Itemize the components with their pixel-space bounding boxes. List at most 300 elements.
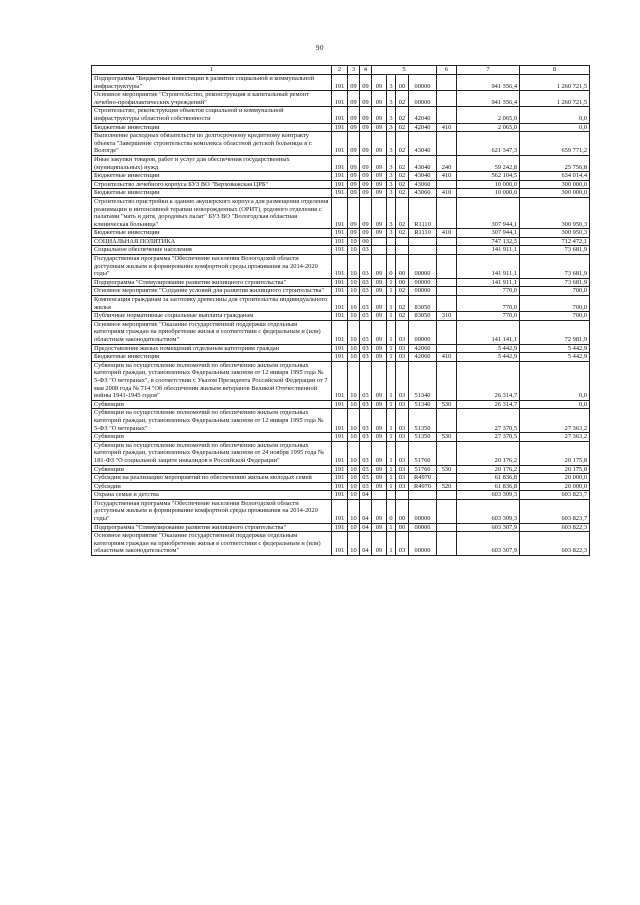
row-subsection-code: 09 bbox=[360, 132, 372, 156]
row-program-code: 09 bbox=[372, 400, 387, 409]
row-subprogram-code: 3 bbox=[387, 155, 396, 171]
row-subprogram-code: 3 bbox=[387, 132, 396, 156]
row-program-code: 09 bbox=[372, 107, 387, 123]
table-row bbox=[92, 361, 590, 400]
page-number: 90 bbox=[316, 44, 324, 52]
row-section-code: 10 bbox=[348, 246, 360, 255]
row-amount-year1: 141 141,1 bbox=[457, 320, 520, 344]
row-amount-year1: 770,0 bbox=[457, 312, 520, 321]
row-expense-type bbox=[437, 499, 457, 523]
row-direction-code: 51350 bbox=[409, 409, 437, 433]
row-section-code: 10 bbox=[348, 237, 360, 246]
row-name: Бюджетные инвестиции bbox=[92, 189, 332, 198]
row-amount-year2: 300 000,0 bbox=[520, 180, 590, 189]
row-amount-year2: 700,0 bbox=[520, 287, 590, 296]
table-row bbox=[92, 172, 590, 181]
row-subsection-code: 09 bbox=[360, 229, 372, 238]
row-section-code: 09 bbox=[348, 189, 360, 198]
header-col-3: 3 bbox=[348, 66, 360, 75]
row-expense-type bbox=[437, 197, 457, 228]
row-amount-year1: 27 370,5 bbox=[457, 409, 520, 433]
row-program-code: 09 bbox=[372, 123, 387, 132]
row-direction-code: 42040 bbox=[409, 107, 437, 123]
row-expense-type: 310 bbox=[437, 312, 457, 321]
table-row bbox=[92, 320, 590, 344]
row-section-code: 09 bbox=[348, 197, 360, 228]
row-program-code: 09 bbox=[372, 433, 387, 442]
table-row bbox=[92, 180, 590, 189]
row-direction-code: 51760 bbox=[409, 465, 437, 474]
row-expense-type bbox=[437, 255, 457, 279]
row-program-code: 09 bbox=[372, 441, 387, 465]
row-expense-type bbox=[437, 409, 457, 433]
row-ministry-code: 191 bbox=[332, 155, 348, 171]
row-subprogram-code: 1 bbox=[387, 409, 396, 433]
row-amount-year1: 61 836,8 bbox=[457, 482, 520, 491]
row-subsection-code: 03 bbox=[360, 246, 372, 255]
row-amount-year1: 603 309,3 bbox=[457, 499, 520, 523]
row-section-code: 10 bbox=[348, 474, 360, 483]
row-amount-year2: 5 442,9 bbox=[520, 344, 590, 353]
row-direction-code: 00000 bbox=[409, 278, 437, 287]
row-subprogram-code: 3 bbox=[387, 189, 396, 198]
row-ministry-code: 191 bbox=[332, 255, 348, 279]
row-ministry-code: 191 bbox=[332, 441, 348, 465]
row-section-code: 10 bbox=[348, 278, 360, 287]
row-activity-code: 02 bbox=[396, 287, 409, 296]
row-program-code: 09 bbox=[372, 189, 387, 198]
row-amount-year1: 770,0 bbox=[457, 287, 520, 296]
row-program-code bbox=[372, 237, 387, 246]
row-expense-type bbox=[437, 91, 457, 107]
row-activity-code: 00 bbox=[396, 255, 409, 279]
row-direction-code: 51760 bbox=[409, 441, 437, 465]
budget-table bbox=[91, 65, 590, 556]
row-name: Основное мероприятие "Создание условий для развития жилищного строительства" bbox=[92, 287, 332, 296]
row-direction-code: R4970 bbox=[409, 482, 437, 491]
row-amount-year2: 0,0 bbox=[520, 361, 590, 400]
row-activity-code: 03 bbox=[396, 400, 409, 409]
row-amount-year2: 27 363,2 bbox=[520, 433, 590, 442]
row-name: Субвенции на осуществление полномочий по обеспечению жильем отдельных категорий граждан, установленных Федеральным законом от 12 января 1995 года № 5-ФЗ "О ветеранах" bbox=[92, 409, 332, 433]
row-direction-code: 42060 bbox=[409, 344, 437, 353]
row-direction-code: 43040 bbox=[409, 132, 437, 156]
row-direction-code: 43040 bbox=[409, 172, 437, 181]
row-amount-year2: 300 950,3 bbox=[520, 197, 590, 228]
row-amount-year1: 61 836,8 bbox=[457, 474, 520, 483]
row-subprogram-code: 1 bbox=[387, 278, 396, 287]
row-amount-year1: 10 000,0 bbox=[457, 180, 520, 189]
row-expense-type: 410 bbox=[437, 123, 457, 132]
row-amount-year1: 59 242,8 bbox=[457, 155, 520, 171]
row-direction-code: 83050 bbox=[409, 312, 437, 321]
row-activity-code: 03 bbox=[396, 320, 409, 344]
row-amount-year2: 700,0 bbox=[520, 312, 590, 321]
row-program-code: 09 bbox=[372, 465, 387, 474]
row-subsection-code: 03 bbox=[360, 482, 372, 491]
row-activity-code: 02 bbox=[396, 312, 409, 321]
row-program-code: 09 bbox=[372, 532, 387, 556]
table-row bbox=[92, 344, 590, 353]
table-row bbox=[92, 246, 590, 255]
row-amount-year2: 72 981,9 bbox=[520, 320, 590, 344]
row-direction-code: 00000 bbox=[409, 320, 437, 344]
row-subsection-code: 03 bbox=[360, 255, 372, 279]
row-activity-code: 02 bbox=[396, 107, 409, 123]
row-activity-code bbox=[396, 491, 409, 500]
row-program-code: 09 bbox=[372, 344, 387, 353]
row-expense-type bbox=[437, 237, 457, 246]
row-amount-year1: 10 000,0 bbox=[457, 189, 520, 198]
table-row bbox=[92, 189, 590, 198]
table-header-row bbox=[92, 66, 590, 75]
row-subprogram-code: 1 bbox=[387, 523, 396, 532]
row-amount-year1: 307 944,1 bbox=[457, 229, 520, 238]
row-section-code: 09 bbox=[348, 132, 360, 156]
row-activity-code: 02 bbox=[396, 180, 409, 189]
row-section-code: 09 bbox=[348, 172, 360, 181]
row-amount-year2: 0,0 bbox=[520, 107, 590, 123]
row-section-code: 09 bbox=[348, 155, 360, 171]
row-activity-code: 03 bbox=[396, 344, 409, 353]
row-name: Выполнение расходных обязательств по долгосрочному кредитному контракту объекта "Завершение строительства комплекса областной детской больницы в г. Вологде" bbox=[92, 132, 332, 156]
row-section-code: 10 bbox=[348, 312, 360, 321]
row-direction-code: R1110 bbox=[409, 197, 437, 228]
row-amount-year2: 73 681,9 bbox=[520, 278, 590, 287]
row-ministry-code: 191 bbox=[332, 172, 348, 181]
header-col-5: 5 bbox=[372, 66, 437, 75]
row-direction-code bbox=[409, 237, 437, 246]
row-direction-code: 43060 bbox=[409, 189, 437, 198]
row-direction-code: 43040 bbox=[409, 155, 437, 171]
header-col-1: 1 bbox=[92, 66, 332, 75]
row-amount-year1: 141 911,1 bbox=[457, 278, 520, 287]
row-expense-type bbox=[437, 278, 457, 287]
row-section-code: 10 bbox=[348, 361, 360, 400]
row-section-code: 09 bbox=[348, 123, 360, 132]
row-activity-code bbox=[396, 246, 409, 255]
row-amount-year2: 603 823,7 bbox=[520, 499, 590, 523]
row-direction-code: 00000 bbox=[409, 523, 437, 532]
row-amount-year2: 603 822,3 bbox=[520, 523, 590, 532]
row-expense-type: 410 bbox=[437, 229, 457, 238]
header-col-4: 4 bbox=[360, 66, 372, 75]
row-section-code: 10 bbox=[348, 255, 360, 279]
row-amount-year1: 941 356,4 bbox=[457, 91, 520, 107]
row-activity-code: 03 bbox=[396, 465, 409, 474]
row-amount-year2: 73 681,9 bbox=[520, 255, 590, 279]
row-subprogram-code: 3 bbox=[387, 123, 396, 132]
row-ministry-code: 191 bbox=[332, 474, 348, 483]
row-name: Субвенции bbox=[92, 400, 332, 409]
row-amount-year2: 603 823,7 bbox=[520, 491, 590, 500]
row-amount-year1: 603 309,3 bbox=[457, 491, 520, 500]
row-name: Субвенции на осуществление полномочий по обеспечению жильем отдельных категорий граждан, установленных Федеральным законом от 24 ноября 1995 года № 181-ФЗ "О социальной защите инвалидов в Российской Федерации" bbox=[92, 441, 332, 465]
row-name: Субвенции на осуществление полномочий по обеспечению жильем отдельных категорий граждан, установленных Федеральным законом от 12 января 1995 года № 5-ФЗ "О ветеранах", в соответствии с Указом Президента Российской Федерации от 7 мая 2008 года № 714 "Об обеспечении жильем ветеранов Великой Отечественной войны 1941-1945 годов" bbox=[92, 361, 332, 400]
row-amount-year2: 0,0 bbox=[520, 123, 590, 132]
row-program-code: 09 bbox=[372, 132, 387, 156]
row-subsection-code: 03 bbox=[360, 409, 372, 433]
header-col-2: 2 bbox=[332, 66, 348, 75]
row-subsection-code: 04 bbox=[360, 491, 372, 500]
row-name: Предоставление жилых помещений отдельным категориям граждан bbox=[92, 344, 332, 353]
row-section-code: 10 bbox=[348, 532, 360, 556]
row-section-code: 10 bbox=[348, 320, 360, 344]
row-ministry-code: 191 bbox=[332, 180, 348, 189]
row-program-code: 09 bbox=[372, 320, 387, 344]
row-subprogram-code: 1 bbox=[387, 361, 396, 400]
row-ministry-code: 191 bbox=[332, 278, 348, 287]
row-amount-year1: 20 176,2 bbox=[457, 441, 520, 465]
row-expense-type bbox=[437, 441, 457, 465]
row-subsection-code: 03 bbox=[360, 312, 372, 321]
row-program-code: 09 bbox=[372, 197, 387, 228]
row-subsection-code: 00 bbox=[360, 237, 372, 246]
row-direction-code bbox=[409, 491, 437, 500]
row-subprogram-code: 0 bbox=[387, 499, 396, 523]
row-subprogram-code: 3 bbox=[387, 172, 396, 181]
row-direction-code: 00000 bbox=[409, 75, 437, 91]
row-activity-code: 00 bbox=[396, 523, 409, 532]
table-row bbox=[92, 123, 590, 132]
row-expense-type bbox=[437, 491, 457, 500]
table-row bbox=[92, 409, 590, 433]
table-row bbox=[92, 441, 590, 465]
row-amount-year1: 2 065,0 bbox=[457, 107, 520, 123]
row-expense-type: 520 bbox=[437, 482, 457, 491]
row-program-code: 09 bbox=[372, 474, 387, 483]
row-section-code: 10 bbox=[348, 409, 360, 433]
row-direction-code: 00000 bbox=[409, 91, 437, 107]
row-activity-code: 00 bbox=[396, 278, 409, 287]
row-activity-code: 03 bbox=[396, 353, 409, 362]
row-subsection-code: 09 bbox=[360, 91, 372, 107]
row-subsection-code: 03 bbox=[360, 441, 372, 465]
row-name: Охрана семьи и детства bbox=[92, 491, 332, 500]
row-direction-code: 51340 bbox=[409, 400, 437, 409]
row-ministry-code: 191 bbox=[332, 482, 348, 491]
row-amount-year2: 20 175,8 bbox=[520, 465, 590, 474]
table-row bbox=[92, 465, 590, 474]
row-subprogram-code: 1 bbox=[387, 353, 396, 362]
row-name: Компенсация гражданам за заготовку древесины для строительства индивидуального жилья bbox=[92, 296, 332, 312]
row-amount-year1: 941 356,4 bbox=[457, 75, 520, 91]
row-subsection-code: 03 bbox=[360, 287, 372, 296]
header-col-6: 6 bbox=[437, 66, 457, 75]
row-section-code: 10 bbox=[348, 499, 360, 523]
row-expense-type: 410 bbox=[437, 172, 457, 181]
row-subprogram-code: 3 bbox=[387, 107, 396, 123]
row-subprogram-code: 0 bbox=[387, 255, 396, 279]
row-section-code: 10 bbox=[348, 353, 360, 362]
row-name: Субсидии bbox=[92, 482, 332, 491]
table-row bbox=[92, 197, 590, 228]
row-amount-year1: 621 347,3 bbox=[457, 132, 520, 156]
row-amount-year2: 20 000,0 bbox=[520, 482, 590, 491]
row-amount-year1: 20 176,2 bbox=[457, 465, 520, 474]
row-expense-type bbox=[437, 296, 457, 312]
row-amount-year1: 603 307,9 bbox=[457, 532, 520, 556]
row-name: Субвенции bbox=[92, 465, 332, 474]
row-amount-year1: 770,0 bbox=[457, 296, 520, 312]
row-activity-code: 02 bbox=[396, 123, 409, 132]
row-name: Субсидии на реализацию мероприятий по обеспечению жильем молодых семей bbox=[92, 474, 332, 483]
row-ministry-code: 191 bbox=[332, 189, 348, 198]
row-name: Бюджетные инвестиции bbox=[92, 123, 332, 132]
table-row bbox=[92, 353, 590, 362]
row-name: Государственная программа "Обеспечение населения Вологодской области доступным жильем и формирование комфортной среды проживания на 2014-2020 годы" bbox=[92, 499, 332, 523]
row-activity-code: 02 bbox=[396, 91, 409, 107]
row-ministry-code: 191 bbox=[332, 132, 348, 156]
table-row bbox=[92, 75, 590, 91]
row-subprogram-code: 1 bbox=[387, 465, 396, 474]
row-amount-year2: 5 442,9 bbox=[520, 353, 590, 362]
row-expense-type: 530 bbox=[437, 433, 457, 442]
row-name: Основное мероприятие "Строительство, реконструкция и капитальный ремонт лечебно-профилактических учреждений" bbox=[92, 91, 332, 107]
row-direction-code: 83050 bbox=[409, 296, 437, 312]
row-amount-year1: 26 314,7 bbox=[457, 400, 520, 409]
row-ministry-code: 191 bbox=[332, 353, 348, 362]
row-subprogram-code bbox=[387, 237, 396, 246]
row-ministry-code: 191 bbox=[332, 433, 348, 442]
row-ministry-code: 191 bbox=[332, 75, 348, 91]
row-amount-year1: 307 944,1 bbox=[457, 197, 520, 228]
row-ministry-code: 191 bbox=[332, 400, 348, 409]
row-ministry-code: 191 bbox=[332, 312, 348, 321]
table-row bbox=[92, 433, 590, 442]
row-program-code: 09 bbox=[372, 523, 387, 532]
row-program-code: 09 bbox=[372, 482, 387, 491]
row-ministry-code: 191 bbox=[332, 197, 348, 228]
row-name: Иные закупки товаров, работ и услуг для обеспечения государственных (муниципальных) нужд bbox=[92, 155, 332, 171]
row-amount-year2: 634 014,4 bbox=[520, 172, 590, 181]
row-expense-type bbox=[437, 107, 457, 123]
row-ministry-code: 191 bbox=[332, 91, 348, 107]
row-amount-year2: 20 000,0 bbox=[520, 474, 590, 483]
row-direction-code: 51340 bbox=[409, 361, 437, 400]
row-name: Подпрограмма "Стимулирование развития жилищного строительства" bbox=[92, 278, 332, 287]
row-direction-code: 42060 bbox=[409, 353, 437, 362]
row-amount-year2: 1 260 721,5 bbox=[520, 75, 590, 91]
row-expense-type bbox=[437, 523, 457, 532]
row-section-code: 10 bbox=[348, 433, 360, 442]
table-row bbox=[92, 237, 590, 246]
row-subprogram-code: 1 bbox=[387, 287, 396, 296]
row-subsection-code: 03 bbox=[360, 465, 372, 474]
row-subsection-code: 09 bbox=[360, 123, 372, 132]
table-row bbox=[92, 523, 590, 532]
row-subsection-code: 09 bbox=[360, 197, 372, 228]
row-direction-code: 00000 bbox=[409, 499, 437, 523]
row-program-code: 09 bbox=[372, 353, 387, 362]
row-subprogram-code: 3 bbox=[387, 75, 396, 91]
row-name: Подпрограмма "Стимулирование развития жилищного строительства" bbox=[92, 523, 332, 532]
row-activity-code: 02 bbox=[396, 189, 409, 198]
row-program-code: 09 bbox=[372, 278, 387, 287]
row-subsection-code: 04 bbox=[360, 532, 372, 556]
row-program-code: 09 bbox=[372, 409, 387, 433]
row-amount-year1: 747 132,5 bbox=[457, 237, 520, 246]
row-direction-code: 00000 bbox=[409, 255, 437, 279]
row-program-code: 09 bbox=[372, 75, 387, 91]
row-ministry-code: 191 bbox=[332, 361, 348, 400]
row-name: Основное мероприятие "Оказание государственной поддержки отдельным категориям граждан на приобретение жилья в соответствии с федеральным и (или) областным законодательством" bbox=[92, 320, 332, 344]
row-direction-code: 42040 bbox=[409, 123, 437, 132]
row-name: СОЦИАЛЬНАЯ ПОЛИТИКА bbox=[92, 237, 332, 246]
row-subprogram-code bbox=[387, 246, 396, 255]
row-amount-year1: 141 911,1 bbox=[457, 246, 520, 255]
row-ministry-code: 191 bbox=[332, 465, 348, 474]
row-expense-type bbox=[437, 132, 457, 156]
row-subprogram-code: 1 bbox=[387, 474, 396, 483]
row-direction-code bbox=[409, 246, 437, 255]
row-section-code: 10 bbox=[348, 287, 360, 296]
row-ministry-code: 191 bbox=[332, 107, 348, 123]
row-name: Основное мероприятие "Оказание государственной поддержки отдельным категориям граждан на приобретение жилья в соответствии с федеральным и (или) областным законодательством" bbox=[92, 532, 332, 556]
row-subsection-code: 09 bbox=[360, 107, 372, 123]
table-row bbox=[92, 91, 590, 107]
row-subsection-code: 03 bbox=[360, 278, 372, 287]
row-name: Социальное обеспечение населения bbox=[92, 246, 332, 255]
row-program-code: 09 bbox=[372, 155, 387, 171]
row-section-code: 10 bbox=[348, 296, 360, 312]
table-row bbox=[92, 482, 590, 491]
row-name: Строительство пристройки к зданию акушерского корпуса для размещения отделения реанимации и интенсивной терапии новорожденных (ОРИТ), родового отделения с палатами "мать и дитя, дородовых палат" БУЗ ВО "Вологодская областная клиническая больница" bbox=[92, 197, 332, 228]
row-amount-year1: 2 065,0 bbox=[457, 123, 520, 132]
header-col-7: 7 bbox=[457, 66, 520, 75]
row-subprogram-code: 3 bbox=[387, 197, 396, 228]
row-subsection-code: 03 bbox=[360, 361, 372, 400]
row-ministry-code: 191 bbox=[332, 287, 348, 296]
row-activity-code: 02 bbox=[396, 197, 409, 228]
row-section-code: 10 bbox=[348, 523, 360, 532]
row-activity-code: 03 bbox=[396, 482, 409, 491]
row-name: Бюджетные инвестиции bbox=[92, 229, 332, 238]
row-section-code: 09 bbox=[348, 91, 360, 107]
row-name: Бюджетные инвестиции bbox=[92, 353, 332, 362]
row-activity-code: 00 bbox=[396, 499, 409, 523]
table-body bbox=[92, 75, 590, 556]
row-subsection-code: 03 bbox=[360, 353, 372, 362]
row-name: Строительство лечебного корпуса БУЗ ВО "Верховажская ЦРБ" bbox=[92, 180, 332, 189]
row-direction-code: R1110 bbox=[409, 229, 437, 238]
row-program-code: 09 bbox=[372, 172, 387, 181]
row-activity-code: 02 bbox=[396, 155, 409, 171]
row-section-code: 09 bbox=[348, 107, 360, 123]
row-activity-code: 02 bbox=[396, 229, 409, 238]
table-row bbox=[92, 107, 590, 123]
row-section-code: 10 bbox=[348, 344, 360, 353]
row-subsection-code: 03 bbox=[360, 474, 372, 483]
row-name: Строительство, реконструкция объектов социальной и коммунальной инфраструктуры областной собственности bbox=[92, 107, 332, 123]
row-subsection-code: 09 bbox=[360, 172, 372, 181]
row-subprogram-code: 1 bbox=[387, 296, 396, 312]
row-program-code: 09 bbox=[372, 255, 387, 279]
row-expense-type bbox=[437, 246, 457, 255]
row-program-code: 09 bbox=[372, 312, 387, 321]
row-activity-code: 03 bbox=[396, 532, 409, 556]
row-subprogram-code bbox=[387, 491, 396, 500]
header-col-8: 8 bbox=[520, 66, 590, 75]
table-row bbox=[92, 229, 590, 238]
row-amount-year2: 0,0 bbox=[520, 400, 590, 409]
row-activity-code: 02 bbox=[396, 132, 409, 156]
row-amount-year2: 1 260 721,5 bbox=[520, 91, 590, 107]
row-amount-year2: 300 000,0 bbox=[520, 189, 590, 198]
row-direction-code: R4970 bbox=[409, 474, 437, 483]
row-amount-year2: 300 950,3 bbox=[520, 229, 590, 238]
row-program-code: 09 bbox=[372, 361, 387, 400]
